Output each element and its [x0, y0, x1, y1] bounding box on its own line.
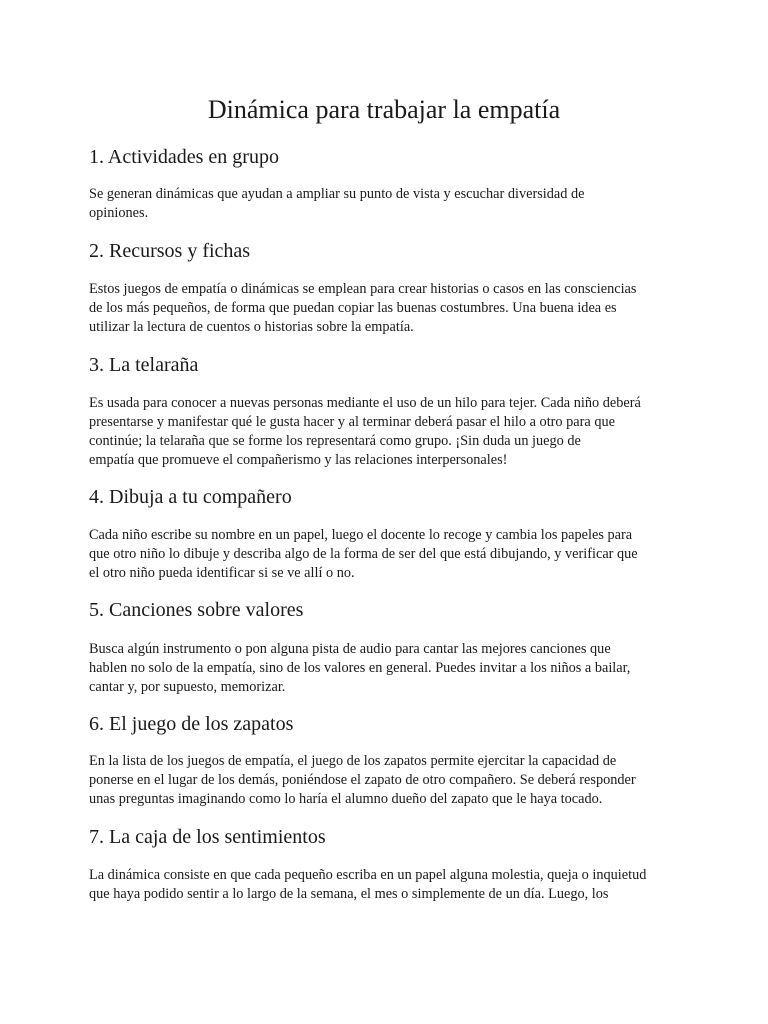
- body-line: empatía que promueve el compañerismo y las relaciones interpersonales!: [89, 452, 508, 468]
- body-line: que haya podido sentir a lo largo de la semana, el mes o simplemente de un día. Luego, los: [89, 886, 609, 902]
- section-heading-4: 4. Dibuja a tu compañero: [89, 486, 292, 508]
- body-line: Cada niño escribe su nombre en un papel, luego el docente lo recoge y cambia los papeles para: [89, 527, 633, 543]
- body-line: el otro niño pueda identificar si se ve allí o no.: [89, 565, 355, 581]
- body-line: Se generan dinámicas que ayudan a ampliar su punto de vista y escuchar diversidad de: [89, 186, 585, 202]
- body-line: La dinámica consiste en que cada pequeño escriba en un papel alguna molestia, queja o inquietud: [89, 867, 647, 883]
- body-line: continúe; la telaraña que se forme los representará como grupo. ¡Sin duda un juego de: [89, 433, 581, 449]
- body-line: opiniones.: [89, 205, 149, 221]
- body-line: Es usada para conocer a nuevas personas mediante el uso de un hilo para tejer. Cada niño deberá: [89, 395, 641, 411]
- section-heading-3: 3. La telaraña: [89, 354, 199, 376]
- body-line: Busca algún instrumento o pon alguna pista de audio para cantar las mejores canciones que: [89, 641, 611, 657]
- section-heading-7: 7. La caja de los sentimientos: [89, 826, 326, 848]
- section-body-3: [89, 394, 689, 470]
- body-line: unas preguntas imaginando como lo haría el alumno dueño del zapato que le haya tocado.: [89, 791, 603, 807]
- section-heading-1: 1. Actividades en grupo: [89, 146, 279, 168]
- section-body-4: [89, 526, 689, 583]
- body-line: que otro niño lo dibuje y describa algo de la forma de ser del que está dibujando, y verificar que: [89, 546, 638, 562]
- section-body-6: [89, 752, 689, 809]
- document-title: Dinámica para trabajar la empatía: [207, 95, 561, 124]
- body-line: presentarse y manifestar qué le gusta hacer y al terminar deberá pasar el hilo a otro para que: [89, 414, 615, 430]
- section-heading-6: 6. El juego de los zapatos: [89, 713, 294, 735]
- body-line: de los más pequeños, de forma que puedan copiar las buenas costumbres. Una buena idea es: [89, 300, 617, 316]
- section-body-5: [89, 640, 689, 697]
- section-body-7: [89, 866, 689, 904]
- section-heading-5: 5. Canciones sobre valores: [89, 599, 304, 621]
- body-line: hablen no solo de la empatía, sino de los valores en general. Puedes invitar a los niños a bailar,: [89, 660, 631, 676]
- body-line: ponerse en el lugar de los demás, poniéndose el zapato de otro compañero. Se deberá responder: [89, 772, 636, 788]
- section-body-2: [89, 280, 689, 337]
- section-heading-2: 2. Recursos y fichas: [89, 240, 251, 262]
- body-line: cantar y, por supuesto, memorizar.: [89, 679, 286, 695]
- body-line: En la lista de los juegos de empatía, el juego de los zapatos permite ejercitar la capacidad de: [89, 753, 617, 769]
- section-body-1: [89, 185, 689, 223]
- body-line: utilizar la lectura de cuentos o historias sobre la empatía.: [89, 319, 414, 335]
- body-line: Estos juegos de empatía o dinámicas se emplean para crear historias o casos en las consciencias: [89, 281, 637, 297]
